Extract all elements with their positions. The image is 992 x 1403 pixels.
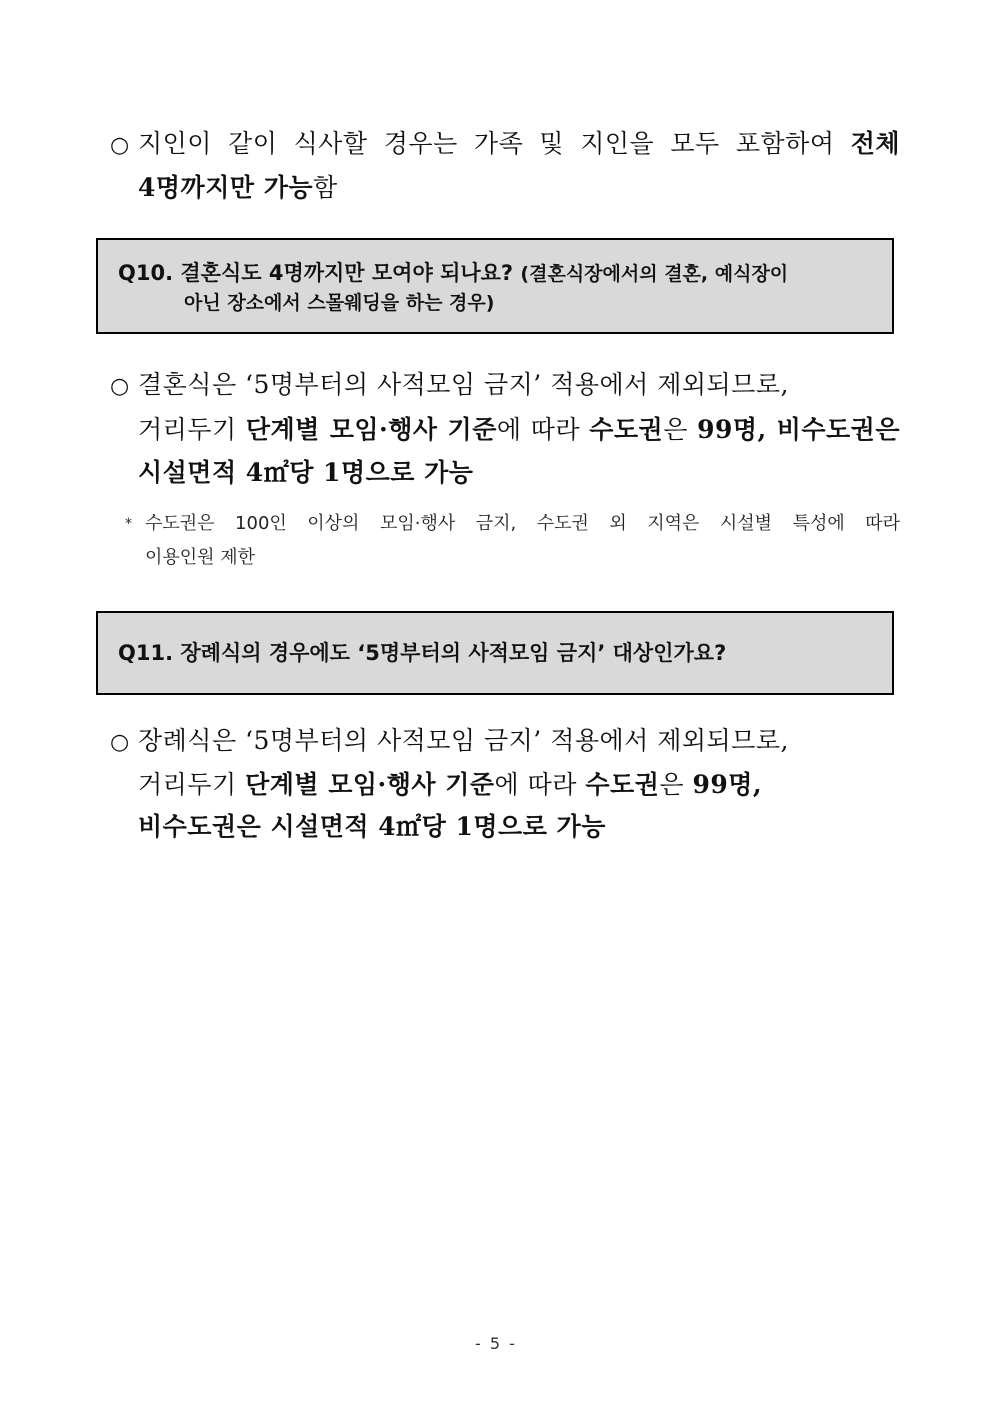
paragraph-text: 에 따라	[494, 770, 586, 799]
paragraph-text: 거리두기	[138, 770, 246, 799]
bullet-paragraph-funeral	[110, 720, 900, 848]
emphasis-text: 수도권	[585, 770, 660, 799]
bullet-line	[110, 408, 900, 451]
bullet-line: 비수도권은 시설면적 4㎡당 1명으로 가능	[138, 812, 606, 841]
question-title: 장례식의 경우에도 ‘5명부터의 사적모임 금지’ 대상인가요?	[180, 641, 727, 665]
footnote-line	[125, 507, 900, 541]
bullet-line	[110, 363, 900, 408]
emphasis-text: 4명까지만 가능	[138, 173, 313, 202]
question-title: 결혼식도 4명까지만 모여야 되나요?	[180, 261, 514, 285]
question-note: (결혼식장에서의 결혼, 예식장이	[520, 263, 789, 285]
footnote-line: 이용인원 제한	[145, 547, 256, 568]
page-number: - 5 -	[475, 1334, 517, 1353]
paragraph-text: 에 따라	[496, 415, 590, 444]
bullet-paragraph-meal	[110, 123, 900, 209]
paragraph-text: 장례식은 ‘5명부터의 사적모임 금지’ 적용에서 제외되므로,	[138, 726, 789, 755]
question-line	[118, 258, 892, 289]
question-number: Q10.	[118, 261, 174, 285]
bullet-line	[110, 167, 900, 209]
question-line	[118, 637, 892, 669]
footnote	[125, 507, 900, 575]
paragraph-text: 결혼식은 ‘5명부터의 사적모임 금지’ 적용에서 제외되므로,	[138, 370, 789, 399]
emphasis-text: 단계별 모임·행사 기준	[245, 415, 497, 444]
paragraph-text: 함	[313, 173, 338, 202]
paragraph-text: 은	[659, 770, 693, 799]
circle-bullet-icon: ○	[110, 730, 130, 755]
asterisk-icon: *	[125, 516, 132, 532]
circle-bullet-icon: ○	[110, 374, 130, 399]
bullet-line	[110, 720, 900, 764]
footnote-text: 수도권은 100인 이상의 모임·행사 금지, 수도권 외 지역은 시설별 특성에 따라	[145, 513, 900, 534]
question-number: Q11.	[118, 641, 174, 665]
circle-bullet-icon: ○	[110, 133, 130, 158]
bullet-paragraph-wedding	[110, 363, 900, 494]
paragraph-text: 거리두기	[138, 415, 246, 444]
bullet-line	[110, 764, 900, 806]
question-note-line: 아닌 장소에서 스몰웨딩을 하는 경우)	[184, 292, 495, 314]
emphasis-text: 99명, 비수도권	[697, 415, 876, 444]
emphasis-text: 전체	[850, 129, 900, 158]
question-box-q10	[96, 238, 894, 334]
emphasis-text: 수도권	[589, 415, 664, 444]
paragraph-text: 지인이 같이 식사할 경우는 가족 및 지인을 모두 포함하여	[138, 129, 851, 158]
paragraph-text: 은	[663, 415, 698, 444]
bullet-line	[110, 123, 900, 167]
bullet-line: 시설면적 4㎡당 1명으로 가능	[138, 458, 474, 487]
emphasis-text: 99명,	[692, 770, 763, 799]
question-box-q11	[96, 611, 894, 695]
emphasis-text: 단계별 모임·행사 기준	[245, 770, 495, 799]
emphasis-text: 은	[875, 415, 900, 444]
